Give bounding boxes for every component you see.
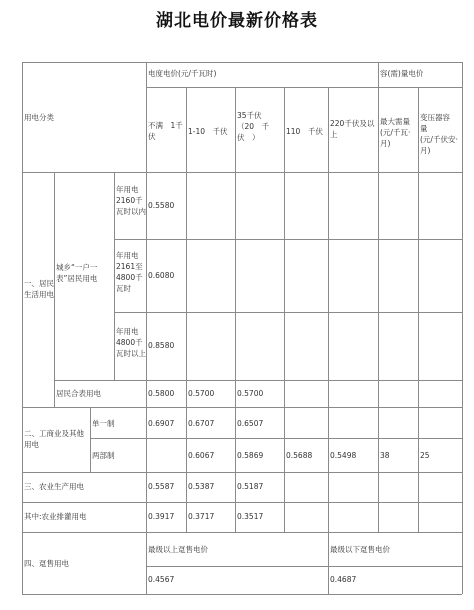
drainage-label: 其中:农业排灌用电 bbox=[24, 512, 87, 521]
header-110kv: 110 千伏 bbox=[286, 127, 323, 136]
grid-line bbox=[114, 312, 462, 313]
two-part-110kv: 0.5688 bbox=[286, 451, 313, 460]
drainage-1-10kv: 0.3717 bbox=[188, 512, 215, 521]
page-title: 湖北电价最新价格表 bbox=[156, 11, 318, 31]
wholesale-top-label: 最级以上趸售电价 bbox=[148, 545, 208, 554]
header-35kv: 35千伏 （20 千 伏 ） bbox=[237, 111, 270, 142]
shared-1-10kv: 0.5700 bbox=[188, 389, 215, 398]
two-part-max-demand: 38 bbox=[380, 451, 390, 460]
commercial-section: 二、工商业及其他 用电 bbox=[24, 429, 84, 449]
tier3-label: 年用电 4800千 瓦时以上 bbox=[116, 327, 146, 358]
two-part-transformer: 25 bbox=[420, 451, 430, 460]
grid-line bbox=[378, 62, 379, 532]
drainage-lt1kv: 0.3917 bbox=[148, 512, 175, 521]
header-max-demand: 最大需量 (元/千瓦· 月) bbox=[380, 117, 411, 148]
shared-meter-label: 居民合表用电 bbox=[56, 389, 101, 398]
two-part-35kv: 0.5869 bbox=[237, 451, 264, 460]
grid-line bbox=[114, 239, 462, 240]
two-part-1-10kv: 0.6067 bbox=[188, 451, 215, 460]
wholesale-bottom-price: 0.4687 bbox=[330, 575, 357, 584]
grid-line bbox=[22, 502, 462, 503]
header-1-10kv: 1-10 千伏 bbox=[188, 127, 228, 136]
grid-line bbox=[22, 62, 462, 63]
tier1-label: 年用电 2160千 瓦时以内 bbox=[116, 185, 146, 216]
tier3-price: 0.8580 bbox=[148, 341, 175, 350]
tier2-label: 年用电 2161至 4800千 瓦时 bbox=[116, 251, 143, 293]
shared-35kv: 0.5700 bbox=[237, 389, 264, 398]
two-part-220kv: 0.5498 bbox=[330, 451, 357, 460]
grid-line bbox=[22, 532, 462, 533]
grid-line bbox=[22, 172, 462, 173]
header-category: 用电分类 bbox=[24, 113, 54, 122]
tier1-price: 0.5580 bbox=[148, 201, 175, 210]
grid-line bbox=[22, 472, 462, 473]
grid-line bbox=[235, 87, 236, 532]
grid-line bbox=[146, 566, 462, 567]
agriculture-35kv: 0.5187 bbox=[237, 482, 264, 491]
grid-line bbox=[22, 594, 462, 595]
grid-line bbox=[22, 407, 462, 408]
grid-line bbox=[328, 87, 329, 594]
header-220kv: 220千伏及以 上 bbox=[330, 119, 375, 139]
grid-line bbox=[90, 407, 91, 472]
agriculture-1-10kv: 0.5387 bbox=[188, 482, 215, 491]
residential-section: 一、居民 生活用电 bbox=[24, 279, 54, 299]
grid-line bbox=[462, 62, 463, 594]
agriculture-lt1kv: 0.5587 bbox=[148, 482, 175, 491]
header-energy-price: 电度电价(元/千瓦时) bbox=[148, 69, 217, 78]
grid-line bbox=[418, 87, 419, 532]
wholesale-top-price: 0.4567 bbox=[148, 575, 175, 584]
urban-rural-label: 城乡“一户一 表”居民用电 bbox=[56, 263, 98, 283]
header-transformer: 变压器容 量 (元/千伏安· 月) bbox=[420, 113, 458, 155]
single-rate-label: 单一制 bbox=[92, 419, 115, 428]
tier2-price: 0.6080 bbox=[148, 271, 175, 280]
grid-line bbox=[22, 62, 23, 594]
shared-lt1kv: 0.5800 bbox=[148, 389, 175, 398]
agriculture-section: 三、农业生产用电 bbox=[24, 482, 84, 491]
wholesale-section: 四、趸售用电 bbox=[24, 559, 69, 568]
drainage-35kv: 0.3517 bbox=[237, 512, 264, 521]
grid-line bbox=[186, 87, 187, 532]
grid-line bbox=[114, 172, 115, 380]
grid-line bbox=[54, 380, 462, 381]
wholesale-bottom-label: 最级以下趸售电价 bbox=[330, 545, 390, 554]
header-demand-price: 容(需)量电价 bbox=[380, 69, 424, 78]
grid-line bbox=[146, 62, 147, 594]
two-part-label: 两部制 bbox=[92, 451, 115, 460]
grid-line bbox=[146, 87, 462, 88]
single-1-10kv: 0.6707 bbox=[188, 419, 215, 428]
single-lt1kv: 0.6907 bbox=[148, 419, 175, 428]
header-lt1kv: 不满 1千 伏 bbox=[148, 121, 183, 141]
grid-line bbox=[54, 172, 55, 407]
grid-line bbox=[284, 87, 285, 532]
single-35kv: 0.6507 bbox=[237, 419, 264, 428]
